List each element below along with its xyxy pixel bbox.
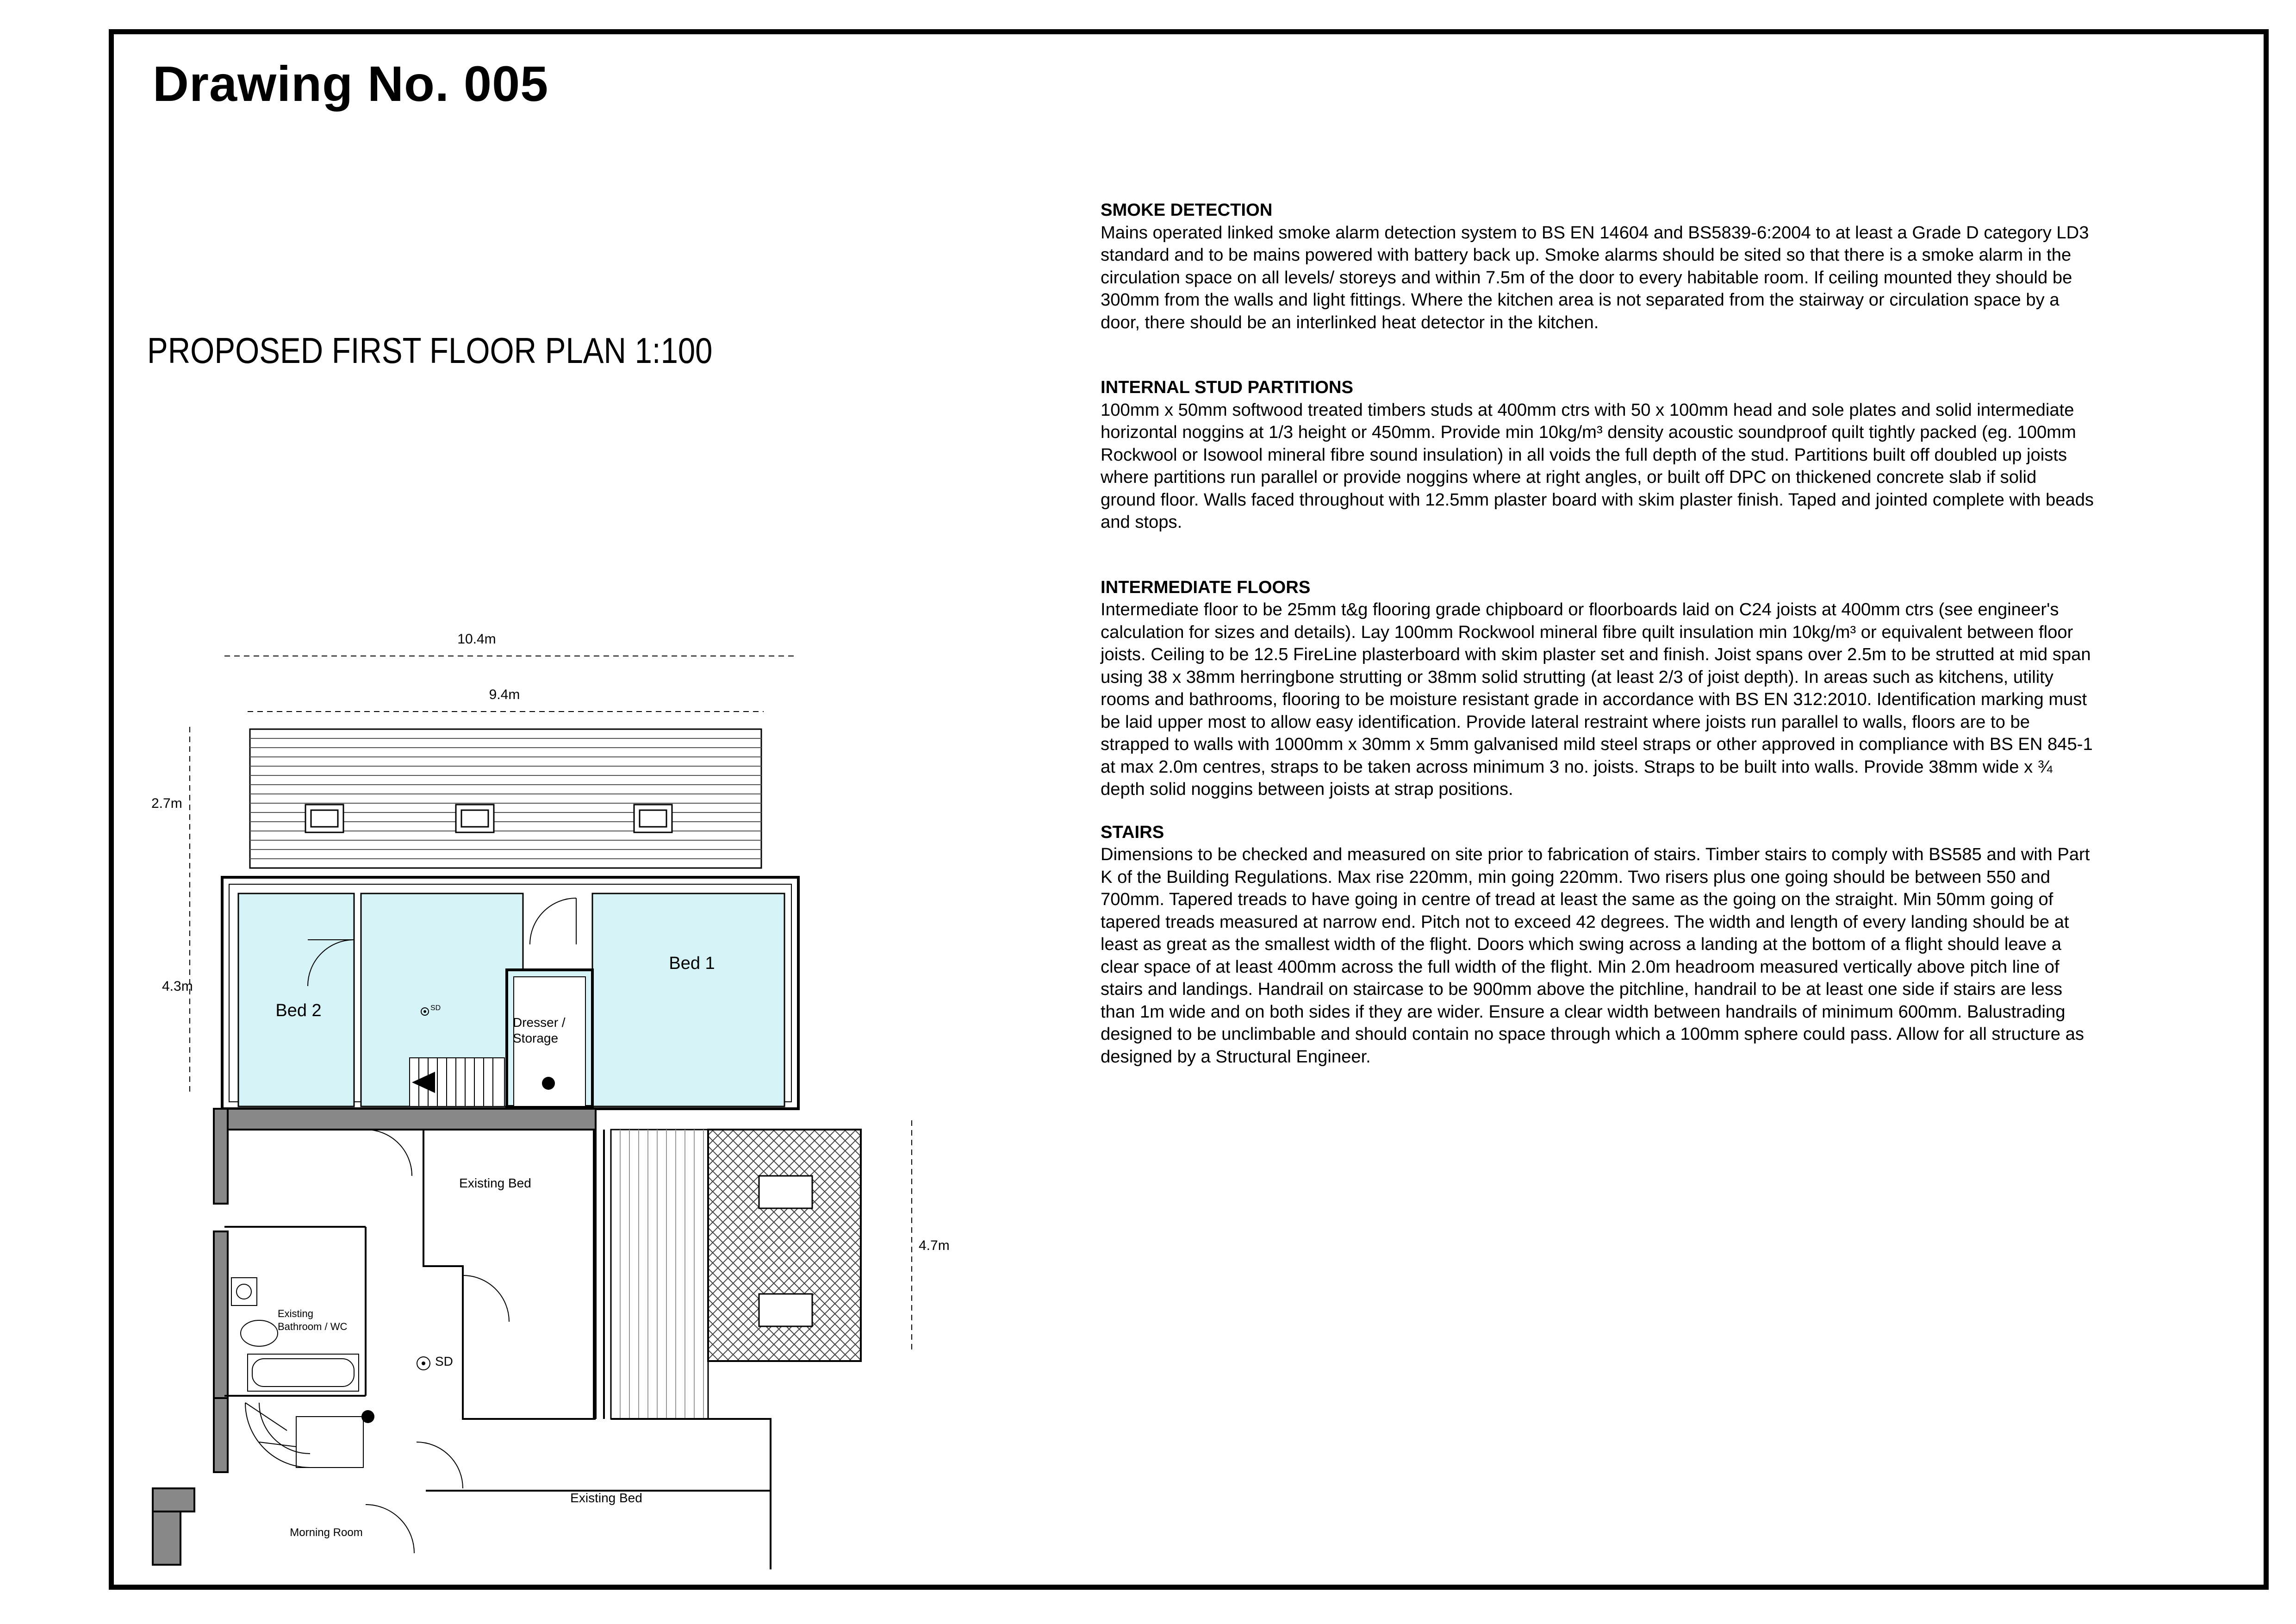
- smoke-detector-small-label: SD: [430, 1004, 441, 1012]
- note-heading: INTERNAL STUD PARTITIONS: [1101, 377, 1353, 397]
- door-swing-icon: [366, 1130, 509, 1553]
- note-heading: STAIRS: [1101, 822, 1164, 842]
- dimension-inner-width: 9.4m: [489, 687, 520, 702]
- drawing-number: Drawing No. 005: [153, 56, 549, 112]
- stair-post-icon: [542, 1077, 555, 1090]
- proposed-first-floor: [222, 877, 798, 1109]
- room-label-bathroom: Existing: [278, 1308, 314, 1319]
- room-label-storage: Storage: [513, 1031, 559, 1045]
- room-label-bed-2: Bed 2: [275, 1001, 322, 1020]
- flat-roof-area: [611, 1130, 861, 1491]
- plan-title: PROPOSED FIRST FLOOR PLAN 1:100: [147, 330, 713, 371]
- dimension-first-floor-depth: 4.3m: [162, 979, 193, 994]
- room-label-morning-room: Morning Room: [290, 1526, 363, 1539]
- dimension-overall-width: 10.4m: [457, 631, 496, 647]
- room-label-dresser: Dresser /: [513, 1015, 566, 1030]
- dimension-extension-depth: 4.7m: [919, 1238, 950, 1253]
- winder-stair-icon: [245, 1403, 363, 1468]
- note-heading: INTERMEDIATE FLOORS: [1101, 577, 1311, 597]
- room-label-bed-1: Bed 1: [669, 954, 715, 973]
- note-body: Intermediate floor to be 25mm t&g flooring grade chipboard or floorboards laid on C24 joists at 400mm ctrs (see engineer's calculation for sizes and details). Lay 100mm Rockwool mineral fibre quilt insulation min 10kg/m³ or equivalent between floor joists. Ceiling to be 12.5 FireLine plasterboard with skim plaster set and finish. Joist spans over 2.5m to be strutted at mid span using 38 x 38mm herringbone strutting or 38mm solid strutting (at least 2/3 of joist depth). In areas such as kitchens, utility rooms and bathrooms, flooring to be moisture resistant grade in accordance with BS EN 312:2010. Identification marking must be laid upper most to allow easy identification. Provide lateral restraint where joists run parallel to walls, floors are to be strapped to walls with 1000mm x 30mm x 5mm galvanised mild steel straps or other approved in compliance with BS EN 845-1 at max 2.0m centres, straps to be taken across minimum 3 no. joists. Straps to be built into walls. Provide 38mm wide x ¾ depth solid noggins between joists at strap positions.: [1101, 600, 2093, 799]
- room-label-bathroom-wc: Bathroom / WC: [278, 1321, 348, 1332]
- room-label-existing-bed-upper: Existing Bed: [459, 1176, 531, 1190]
- room-label-existing-bed-lower: Existing Bed: [570, 1491, 642, 1505]
- note-body: 100mm x 50mm softwood treated timbers studs at 400mm ctrs with 50 x 100mm head and sole plates and solid intermediate horizontal noggins at 1/3 height or 450mm. Provide min 10kg/m³ density acoustic soundproof quilt tightly packed (eg. 100mm Rockwool or Isowool mineral fibre sound insulation) in all voids the full depth of the stud. Partitions built off doubled up joists where partitions run parallel or provide noggins where at right angles, or built off DPC on thickened concrete slab if solid ground floor. Walls faced throughout with 12.5mm plaster board with skim plaster finish. Taped and jointed complete with beads and stops.: [1101, 400, 2094, 532]
- stair-post-icon: [361, 1410, 374, 1423]
- note-heading: SMOKE DETECTION: [1101, 200, 1273, 220]
- note-body: Mains operated linked smoke alarm detection system to BS EN 14604 and BS5839-6:2004 to at least a Grade D category LD3 standard and to be mains powered with battery back up. Smoke alarms should be sited so that there is a smoke alarm in the circulation space on all levels/ storeys and within 7.5m of the door to every habitable room. If ceiling mounted they should be 300mm from the walls and light fittings. Where the kitchen area is not separated from the stairway or circulation space by a door, there should be an interlinked heat detector in the kitchen.: [1101, 222, 2089, 332]
- bathroom-fixtures: [231, 1278, 359, 1391]
- smoke-detector-label: SD: [435, 1354, 453, 1368]
- roof-plan: [250, 729, 761, 868]
- dimension-roof-depth: 2.7m: [151, 796, 182, 811]
- toilet-icon: [241, 1320, 278, 1346]
- note-body: Dimensions to be checked and measured on site prior to fabrication of stairs. Timber stairs to comply with BS585 and with Part K of the Building Regulations. Max rise 220mm, min going 220mm. Two risers plus one going should be between 550 and 700mm. Tapered treads to have going in centre of tread at least the same as the going on the straight. Min 50mm going of tapered treads measured at narrow end. Pitch not to exceed 42 degrees. The width and length of every landing should be at least as great as the smallest width of the flight. Doors which swing across a landing at the bottom of a flight should leave a clear space of at least 400mm across the full width of the flight. Min 2.0m headroom measured vertically above pitch line of stairs and landings. Handrail on staircase to be 900mm above the pitchline, handrail to be at least one side if stairs are less than 1m wide and on both sides if they are wider. Ensure a clear width between handrails of minimum 600mm. Balustrading designed to be unclimbable and should contain no space through which a 100mm sphere could pass. Allow for all structure as designed by a Structural Engineer.: [1101, 844, 2090, 1067]
